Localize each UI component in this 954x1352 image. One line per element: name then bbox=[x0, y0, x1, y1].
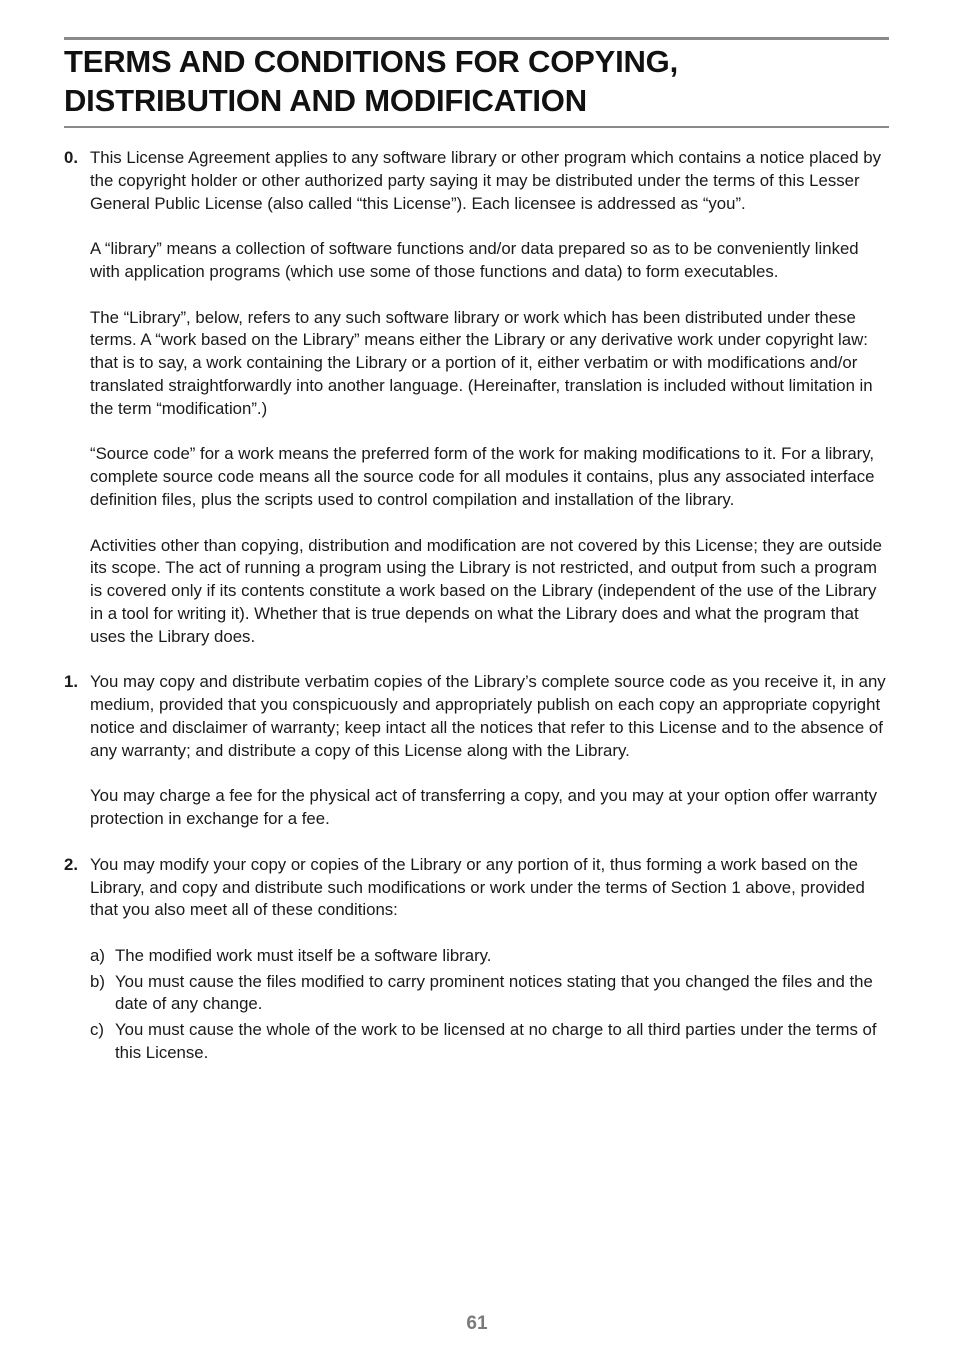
condition-text: You must cause the files modified to carry prominent notices stating that you changed the files and the date of any change. bbox=[115, 971, 873, 1014]
title-bottom-rule bbox=[64, 126, 889, 128]
section-number: 0. bbox=[64, 148, 78, 167]
condition-item-c bbox=[90, 1019, 886, 1065]
condition-text: The modified work must itself be a software library. bbox=[115, 945, 492, 965]
section-1-paragraph-2: You may charge a fee for the physical act of transferring a copy, and you may at your option offer warranty protection in exchange for a fee. bbox=[90, 786, 877, 829]
section-1-paragraph-1: You may copy and distribute verbatim copies of the Library’s complete source code as you receive it, in any medium, provided that you conspicuously and appropriately publish on each copy an appropriate copyright notice and disclaimer of warranty; keep intact all the notices that refer to this License and to the absence of any warranty; and distribute a copy of this License along with the Library. bbox=[90, 672, 886, 760]
condition-label: b) bbox=[90, 971, 105, 991]
section-1 bbox=[64, 671, 886, 831]
condition-text: You must cause the whole of the work to be licensed at no charge to all third parties under the terms of this License. bbox=[115, 1020, 877, 1063]
page-title: TERMS AND CONDITIONS FOR COPYING, DISTRIBUTION AND MODIFICATION bbox=[64, 44, 678, 118]
title-top-rule bbox=[64, 37, 889, 40]
section-0-paragraph-3: The “Library”, below, refers to any such software library or work which has been distributed under these terms. A “work based on the Library” means either the Library or any derivative work under copyright law: that is to say, a work containing the Library or a portion of it, either verbatim or with modifications and/or translated straightforwardly into another language. (Hereinafter, translation is included without limitation in the term “modification”.) bbox=[90, 307, 873, 418]
terms-body bbox=[64, 147, 886, 1068]
section-0-paragraph-1: This License Agreement applies to any software library or other program which contains a notice placed by the copyright holder or other authorized party saying it may be distributed under the terms of this Lesser General Public License (also called “this License”). Each licensee is addressed as “you”. bbox=[90, 148, 881, 213]
section-0 bbox=[64, 147, 886, 649]
section-0-paragraph-5: Activities other than copying, distribution and modification are not covered by this License; they are outside its scope. The act of running a program using the Library is not restricted, and output from such a program is covered only if its contents constitute a work based on the Library (independent of the use of the Library in a tool for writing it). Whether that is true depends on what the Library does and what the program that uses the Library does. bbox=[90, 535, 882, 646]
page-number: 61 bbox=[466, 1313, 488, 1334]
section-number: 1. bbox=[64, 672, 78, 692]
condition-label: a) bbox=[90, 945, 105, 965]
section-0-paragraph-2: A “library” means a collection of software functions and/or data prepared so as to be conveniently linked with application programs (which use some of those functions and data) to form executables. bbox=[90, 239, 859, 281]
section-number: 2. bbox=[64, 854, 78, 874]
section-2-paragraph-1: You may modify your copy or copies of the Library or any portion of it, thus forming a work based on the Library, and copy and distribute such modifications or work under the terms of Section 1 above, provided that you also meet all of these conditions: bbox=[90, 854, 865, 920]
section-2 bbox=[64, 854, 886, 1065]
condition-item-b bbox=[90, 971, 886, 1017]
condition-item-a bbox=[90, 945, 886, 968]
condition-label: c) bbox=[90, 1020, 104, 1040]
section-0-paragraph-4: “Source code” for a work means the preferred form of the work for making modifications to it. For a library, complete source code means all the source code for all modules it contains, plus any associated interface definition files, plus the scripts used to control compilation and installation of the library. bbox=[90, 444, 875, 509]
conditions-list bbox=[90, 945, 886, 1065]
